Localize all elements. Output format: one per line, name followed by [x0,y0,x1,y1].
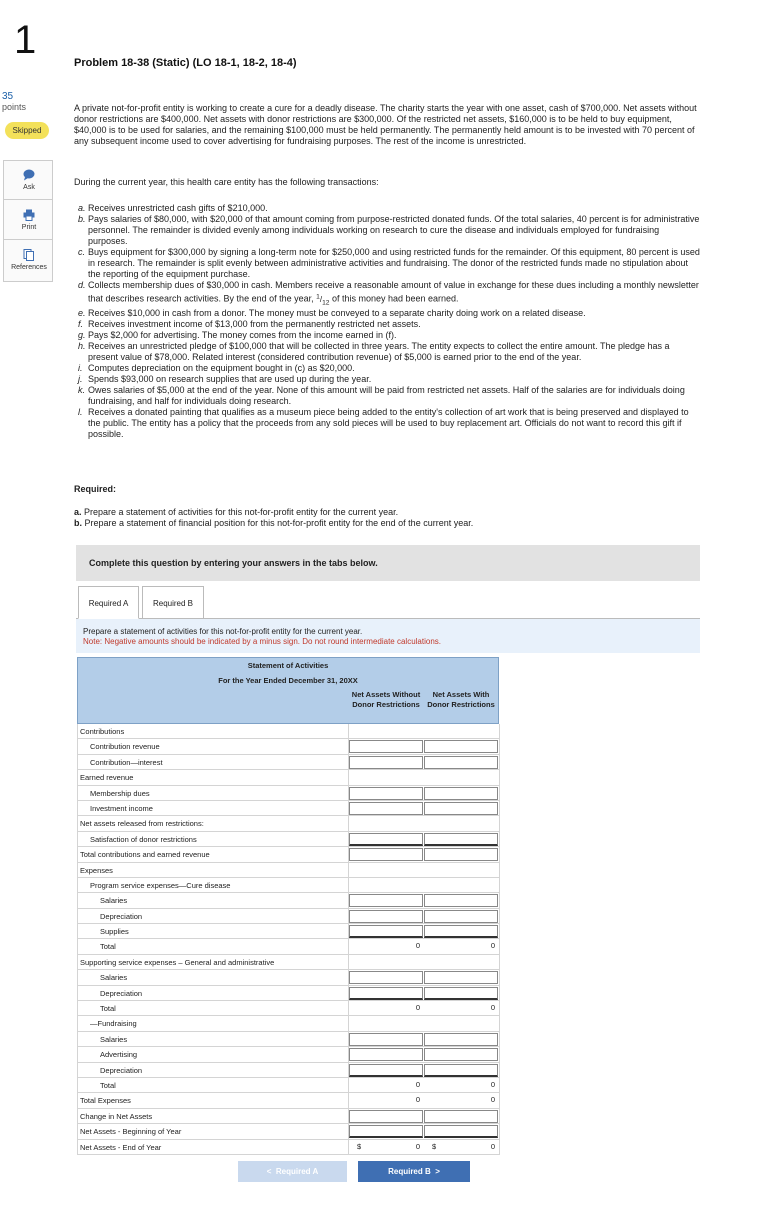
column-divider [348,1016,349,1031]
table-row [78,970,499,985]
row-label: Total [100,1004,116,1014]
without-restrictions-total [349,1079,423,1092]
column-divider [499,893,500,908]
column-divider [348,724,349,739]
table-row [78,1078,499,1093]
row-label: Net Assets - End of Year [80,1142,162,1152]
with-restrictions-input[interactable] [424,740,498,753]
total-value: 0 [490,941,495,951]
table-row [78,939,499,954]
list-item: j. Spends $93,000 on research supplies that are used up during the year. [78,374,372,385]
row-label: Expenses [80,865,113,875]
statement-subtitle: For the Year Ended December 31, 20XX [218,676,358,685]
table-row [78,1016,499,1031]
column-divider [348,770,349,785]
list-item: i. Computes depreciation on the equipment bought in (c) as $20,000. [78,363,355,374]
printer-icon [23,209,35,221]
tool-divider [4,199,52,200]
column-divider [499,909,500,924]
list-item: f. Receives investment income of $13,000 from the permanently restricted net assets. [78,319,421,330]
list-item: b. Prepare a statement of financial position for this not-for-profit entity for the end of the current year. [74,518,474,528]
required-list [74,507,700,529]
column-divider [499,1016,500,1031]
without-restrictions-input[interactable] [349,1033,423,1046]
column-divider [499,955,500,970]
without-restrictions-input[interactable] [349,1110,423,1123]
tool-divider [4,239,52,240]
without-restrictions-input[interactable] [349,787,423,800]
without-restrictions-input[interactable] [349,894,423,907]
list-item: k. Owes salaries of $5,000 at the end of the year. None of this amount will be paid from restricted net assets. Half of the salaries are for individuals doing fundraising, and half for individuals doing research. [78,385,685,407]
without-restrictions-total [349,1094,423,1107]
table-row [78,770,499,785]
with-restrictions-input[interactable] [424,894,498,907]
statement-header [77,657,499,724]
total-value: 0 [415,941,420,951]
with-restrictions-total [424,1094,498,1107]
with-restrictions-input[interactable] [424,1110,498,1123]
table-row [78,1047,499,1062]
list-item: h. Receives an unrestricted pledge of $100,000 that will be collected in three years. The entity expects to collect the entire amount. The pledge has a present value of $78,000. Related interest (considered contribution revenue) of $5,000 is earned prior to the end of the year. [78,341,670,363]
column-divider [499,786,500,801]
prev-required-a-button[interactable]: < Required A [238,1161,347,1182]
problem-intro: A private not-for-profit entity is working to create a cure for a deadly disease. The charity starts the year with one asset, cash of $700,000. Net assets without donor restrictions are $400,000. Net assets with donor restrictions are $300,000. Of the restricted net assets, $160,000 is to be held to buy equipment, $40,000 is to be used for salaries, and the remaining $100,000 must be held permanently. The permanently held amount is to be invested with 70 percent of any subsequent income used to cover advertising for fundraising purposes. The rest of the income is unrestricted. [74,103,697,146]
without-restrictions-total [349,1002,423,1015]
currency-symbol: $ [432,1141,437,1151]
statement-title: Statement of Activities [247,661,329,670]
column-divider [499,1078,500,1093]
column-divider [499,832,500,847]
column-divider [499,724,500,739]
total-value: 0 [415,1079,420,1089]
table-row [78,1140,499,1155]
row-label: Contributions [80,727,125,736]
row-label: Total [100,1080,116,1090]
column-divider [499,878,500,893]
column-divider [499,1047,500,1062]
points-label: points [2,102,27,112]
ask-label: Ask [23,184,35,191]
column-divider [499,739,500,754]
row-label: —Fundraising [90,1019,137,1029]
table-row [78,1124,499,1139]
points-info [2,92,54,112]
complete-question-banner: Complete this question by entering your answers in the tabs below. [76,545,700,581]
instructions-panel [76,618,700,653]
row-label: Salaries [100,1034,128,1044]
table-row [78,816,499,831]
table-row [78,1093,499,1108]
question-number: 1 [14,18,37,62]
with-restrictions-input[interactable] [424,910,498,923]
row-label: Contribution revenue [90,742,160,752]
table-row [78,724,499,739]
row-label: Depreciation [100,988,143,998]
row-label: Advertising [100,1050,138,1060]
references-button[interactable] [4,249,54,271]
row-label: Supplies [100,927,129,937]
without-restrictions-total [349,1141,423,1154]
without-restrictions-input[interactable] [349,756,423,769]
tab-required-a[interactable]: Required A [78,586,139,619]
row-label: Program service expenses—Cure disease [90,880,231,890]
table-row [78,1032,499,1047]
table-row [78,1001,499,1016]
column-divider [499,939,500,954]
column-divider [499,924,500,939]
row-label: Satisfaction of donor restrictions [90,834,197,844]
table-row [78,909,499,924]
total-value: 0 [415,1003,420,1013]
statement-of-activities [77,657,499,1155]
list-item: g. Pays $2,000 for advertising. The money comes from the income earned in (f). [78,330,397,341]
table-row [78,986,499,1001]
total-value: 0 [490,1141,495,1151]
table-row [78,1063,499,1078]
with-restrictions-total [424,1002,498,1015]
without-restrictions-total [349,940,423,953]
transactions-intro: During the current year, this health care entity has the following transactions: [74,177,379,187]
without-restrictions-input[interactable] [349,740,423,753]
with-restrictions-input[interactable] [424,971,498,984]
list-item: a. Receives unrestricted cash gifts of $210,000. [78,203,268,213]
status-badge: Skipped [5,122,49,139]
row-label: Earned revenue [80,773,134,783]
column-divider [348,816,349,831]
print-button[interactable] [4,209,54,231]
left-rail [0,0,56,1230]
column-divider [499,801,500,816]
row-label: Total contributions and earned revenue [80,850,210,860]
column-divider [499,770,500,785]
row-label: Membership dues [90,788,150,798]
table-row [78,924,499,939]
tools-panel [3,160,53,282]
column-divider [499,1093,500,1108]
row-label: Change in Net Assets [80,1111,153,1121]
column-divider [499,1001,500,1016]
list-item: a. Prepare a statement of activities for this not-for-profit entity for the current year. [74,507,399,517]
with-restrictions-input[interactable] [424,833,498,846]
column-divider [499,1140,500,1155]
column-divider [499,847,500,862]
instructions-note: Note: Negative amounts should be indicated by a minus sign. Do not round intermediate calculations. [83,637,441,646]
table-row [78,955,499,970]
list-item: b. Pays salaries of $80,000, with $20,000 of that amount coming from purpose-restricted donated funds. Of the total salaries, 40 percent is for administrative personnel. The remainder is divided evenly among individuals working on research to cure the disease and individuals employed for fundraising purposes. [78,214,700,246]
column-divider [499,816,500,831]
column-header-without-restrictions: Net Assets Without Donor Restrictions [351,690,421,709]
column-divider [348,955,349,970]
row-label: Contribution—interest [90,757,163,767]
with-restrictions-input[interactable] [424,1064,498,1077]
total-value: 0 [490,1095,495,1105]
table-row [78,786,499,801]
column-divider [499,1063,500,1078]
table-row [78,847,499,862]
chat-bubble-icon [23,169,35,181]
with-restrictions-total [424,1079,498,1092]
column-divider [499,863,500,878]
total-value: 0 [415,1095,420,1105]
problem-title: Problem 18-38 (Static) (LO 18-1, 18-2, 18-4) [74,57,297,69]
tab-required-b[interactable]: Required B [142,586,204,619]
without-restrictions-input[interactable] [349,910,423,923]
table-row [78,1109,499,1124]
without-restrictions-input[interactable] [349,971,423,984]
column-divider [499,1124,500,1139]
points-value: 35 [2,91,14,102]
with-restrictions-input[interactable] [424,1125,498,1138]
total-value: 0 [490,1079,495,1089]
table-row [78,893,499,908]
table-row [78,801,499,816]
table-row [78,863,499,878]
row-label: Net Assets - Beginning of Year [80,1127,182,1137]
row-label: Investment income [90,803,153,813]
statement-rows [77,724,499,1155]
total-value: 0 [490,1003,495,1013]
list-item: d. Collects membership dues of $30,000 in cash. Members receive a reasonable amount of value in exchange for these dues including a monthly newsletter that describes research activities. By the end of the year, $^1/_{12}$ of this money had been earned. [78,280,699,307]
with-restrictions-input[interactable] [424,925,498,938]
with-restrictions-input[interactable] [424,848,498,861]
list-item: e. Receives $10,000 in cash from a donor. The money must be conveyed to a separate charity doing work on a related disease. [78,308,586,319]
next-required-b-button[interactable]: Required B > [358,1161,470,1182]
without-restrictions-input[interactable] [349,925,423,938]
list-item: l. Receives a donated painting that qualifies as a museum piece being added to the entity's collection of art work that is being preserved and displayed to the public. The entity has a policy that the proceeds from any sold pieces will be used to buy replacement art. Officials do not want to record this gift if possible. [78,407,689,440]
list-item: c. Buys equipment for $300,000 by signing a long-term note for $250,000 and using restricted funds for the remainder. Of this equipment, 80 percent is used in research. The remainder is split evenly between administrative activities and fundraising. The donor of the restricted funds made no stipulation about the reporting of the equipment purchase. [78,247,700,279]
row-label: Salaries [100,896,128,906]
table-row [78,832,499,847]
without-restrictions-input[interactable] [349,1125,423,1138]
table-row [78,739,499,754]
total-value: 0 [415,1141,420,1151]
without-restrictions-input[interactable] [349,848,423,861]
instructions-text: Prepare a statement of activities for this not-for-profit entity for the current year. [83,627,363,636]
row-label: Total Expenses [80,1096,131,1106]
without-restrictions-input[interactable] [349,802,423,815]
column-divider [499,1032,500,1047]
column-divider [348,878,349,893]
row-label: Depreciation [100,911,143,921]
with-restrictions-input[interactable] [424,787,498,800]
with-restrictions-input[interactable] [424,1033,498,1046]
references-label: References [11,264,47,271]
fraction: $^1/_{12}$ [316,293,330,307]
transactions-list [78,203,700,440]
with-restrictions-input[interactable] [424,756,498,769]
row-label: Salaries [100,973,128,983]
column-divider [499,986,500,1001]
required-heading: Required: [74,484,117,494]
with-restrictions-input[interactable] [424,987,498,1000]
column-divider [499,1109,500,1124]
with-restrictions-total [424,1141,498,1154]
documents-icon [23,249,35,261]
without-restrictions-input[interactable] [349,833,423,846]
table-row [78,878,499,893]
with-restrictions-input[interactable] [424,802,498,815]
with-restrictions-input[interactable] [424,1048,498,1061]
column-divider [499,755,500,770]
currency-symbol: $ [357,1141,362,1151]
without-restrictions-input[interactable] [349,1064,423,1077]
with-restrictions-total [424,940,498,953]
without-restrictions-input[interactable] [349,1048,423,1061]
print-label: Print [21,224,37,231]
row-label: Total [100,942,116,952]
row-label: Depreciation [100,1065,143,1075]
column-divider [499,970,500,985]
table-row [78,755,499,770]
without-restrictions-input[interactable] [349,987,423,1000]
column-header-with-restrictions: Net Assets With Donor Restrictions [427,690,495,709]
ask-button[interactable] [4,169,54,191]
row-label: Supporting service expenses – General and administrative [80,957,275,967]
row-label: Net assets released from restrictions: [80,819,204,829]
column-divider [348,863,349,878]
